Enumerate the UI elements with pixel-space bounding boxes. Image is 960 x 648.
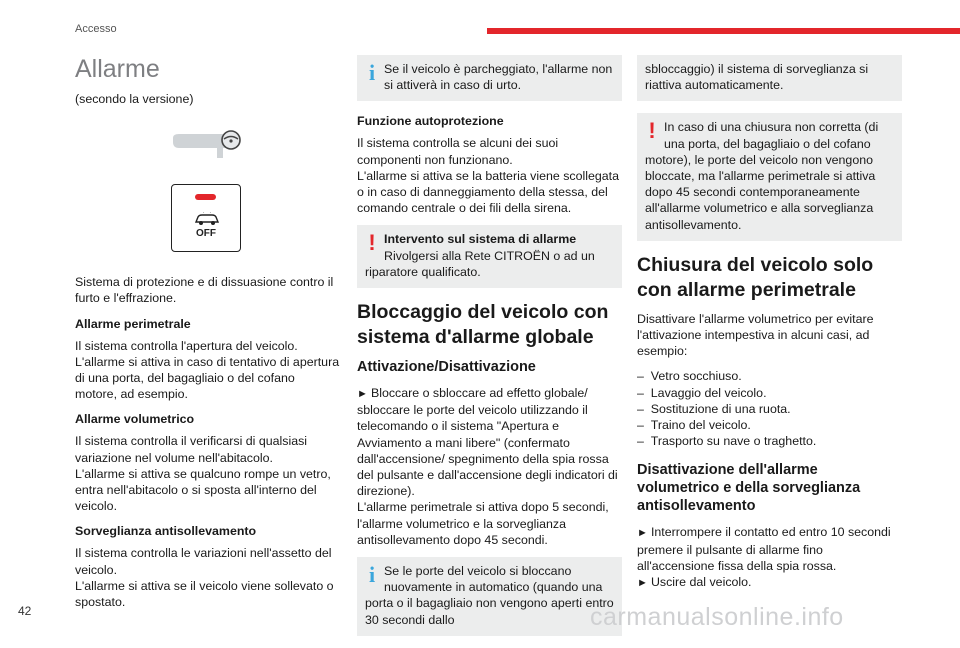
warning-text: Rivolgersi alla Rete CITROËN o ad un riparatore qualificato. bbox=[365, 248, 595, 279]
list-item: – Vetro socchiuso. bbox=[637, 369, 742, 384]
car-alarm-icon bbox=[194, 212, 220, 226]
step-text: Interrompere il contatto ed entro 10 secondi premere il pulsante di allarme fino all'accensione fissa della spia rossa. bbox=[637, 525, 891, 573]
info-note-continued bbox=[637, 55, 902, 101]
list-item-text: Traino del veicolo. bbox=[650, 418, 751, 433]
paragraph bbox=[75, 338, 340, 403]
header-section-title: Accesso bbox=[75, 23, 117, 35]
paragraph: Disattivare l'allarme volumetrico per evitare l'attivazione intempestiva in alcuni casi, ad esempio: bbox=[637, 311, 874, 359]
section-heading-perimetrale: Allarme perimetrale bbox=[75, 316, 191, 331]
arrow-right-icon: ► bbox=[637, 527, 651, 540]
info-note bbox=[357, 55, 622, 101]
alarm-button bbox=[171, 184, 241, 252]
info-icon: i bbox=[368, 562, 376, 588]
off-label: OFF bbox=[196, 228, 216, 240]
column-3 bbox=[637, 55, 902, 600]
note-text: sbloccaggio) il sistema di sorveglianza si riattiva automaticamente. bbox=[645, 62, 869, 93]
watermark: carmanualsonline.info bbox=[590, 603, 844, 631]
column-1 bbox=[75, 55, 340, 619]
sentence: Il sistema controlla se alcuni dei suoi componenti non funzionano. bbox=[357, 136, 559, 167]
warning-text: In caso di una chiusura non corretta (di una porta, del bagagliaio o del cofano motore), le porte del veicolo non vengono bloccate, ma l'allarme perimetrale si attiva dopo 45 secondi contemporaneamente all'allarme volumetrico e alla sorveglianza antisollevamento. bbox=[645, 120, 879, 232]
section-heading-antisollevamento: Sorveglianza antisollevamento bbox=[75, 524, 257, 539]
list-item-text: Sostituzione di una ruota. bbox=[650, 401, 791, 416]
paragraph bbox=[357, 135, 622, 216]
section-heading-autoprotezione: Funzione autoprotezione bbox=[357, 114, 504, 129]
info-icon: i bbox=[368, 60, 376, 85]
warning-note bbox=[637, 113, 902, 240]
alarm-illustration bbox=[75, 116, 340, 266]
example-list bbox=[637, 368, 902, 449]
arrow-right-icon: ► bbox=[637, 577, 651, 590]
note-text: Se il veicolo è parcheggiato, l'allarme non si attiverà in caso di urto. bbox=[384, 62, 613, 93]
page-number: 42 bbox=[18, 604, 32, 618]
red-led-indicator bbox=[195, 194, 216, 200]
rearview-mirror-icon bbox=[171, 126, 249, 160]
sentence: L'allarme si attiva in caso di tentativo di apertura di una porta, del bagagliaio o del cofano motore, ad esempio. bbox=[75, 354, 340, 402]
subtitle: (secondo la versione) bbox=[75, 92, 194, 106]
sentence: Il sistema controlla l'apertura del veicolo. bbox=[75, 338, 298, 353]
note-text: Se le porte del veicolo si bloccano nuovamente in automatico (quando una porta o il bagagliaio non vengono aperti entro 30 secondi dallo bbox=[365, 564, 614, 627]
list-item-text: Trasporto su nave o traghetto. bbox=[650, 434, 817, 449]
info-note bbox=[357, 557, 622, 636]
subheading-attivazione: Attivazione/Disattivazione bbox=[357, 359, 536, 376]
warning-icon: ! bbox=[648, 118, 656, 144]
sentence: L'allarme si attiva se il veicolo viene sollevato o spostato. bbox=[75, 578, 334, 610]
column-2 bbox=[357, 55, 622, 648]
step-text: Uscire dal veicolo. bbox=[650, 575, 752, 590]
warning-note bbox=[357, 225, 622, 288]
header-accent-bar bbox=[487, 28, 960, 34]
list-item: – Trasporto su nave o traghetto. bbox=[637, 434, 817, 449]
subheading-disattivazione: Disattivazione dell'allarme volumetrico e della sorveglianza antisollevamento bbox=[637, 462, 861, 515]
warning-title: Intervento sul sistema di allarme bbox=[384, 232, 577, 247]
sentence: Il sistema controlla le variazioni nell'assetto del veicolo. bbox=[75, 546, 332, 577]
intro-text: Sistema di protezione e di dissuasione contro il furto e l'effrazione. bbox=[75, 275, 334, 306]
heading-chiusura: Chiusura del veicolo solo con allarme perimetrale bbox=[637, 253, 874, 301]
step bbox=[357, 385, 622, 548]
list-item: – Traino del veicolo. bbox=[637, 418, 751, 433]
step-text: Bloccare o sbloccare ad effetto globale/ sbloccare le porte del veicolo utilizzando il telecomando o il sistema "Apertura e Avviamento a mani libere" (confermato dall'accensione/ spegnimento della spia rossa del pulsante e dall'accensione degli indicatori di direzione). bbox=[357, 386, 618, 499]
arrow-right-icon: ► bbox=[357, 388, 371, 401]
page-title: Allarme bbox=[75, 55, 160, 83]
sentence: L'allarme perimetrale si attiva dopo 5 secondi, l'allarme volumetrico e la sorveglianza antisollevamento dopo 45 secondi. bbox=[357, 500, 609, 547]
step bbox=[637, 524, 902, 591]
sentence: L'allarme si attiva se qualcuno rompe un vetro, entra nell'abitacolo o si sposta all'interno del veicolo. bbox=[75, 466, 331, 514]
sentence: L'allarme si attiva se la batteria viene scollegata o in caso di danneggiamento della stessa, del comando centrale o dei fili della sirena. bbox=[357, 168, 620, 216]
paragraph bbox=[75, 433, 340, 514]
list-item: – Sostituzione di una ruota. bbox=[637, 401, 791, 416]
sentence: Il sistema controlla il verificarsi di qualsiasi variazione nel volume nell'abitacolo. bbox=[75, 434, 308, 465]
section-heading-volumetrico: Allarme volumetrico bbox=[75, 412, 195, 427]
list-item-text: Vetro socchiuso. bbox=[650, 369, 742, 384]
list-item: – Lavaggio del veicolo. bbox=[637, 385, 767, 400]
heading-bloccaggio: Bloccaggio del veicolo con sistema d'allarme globale bbox=[357, 301, 609, 349]
list-item-text: Lavaggio del veicolo. bbox=[650, 385, 767, 400]
paragraph bbox=[75, 545, 340, 610]
warning-icon: ! bbox=[368, 230, 376, 256]
